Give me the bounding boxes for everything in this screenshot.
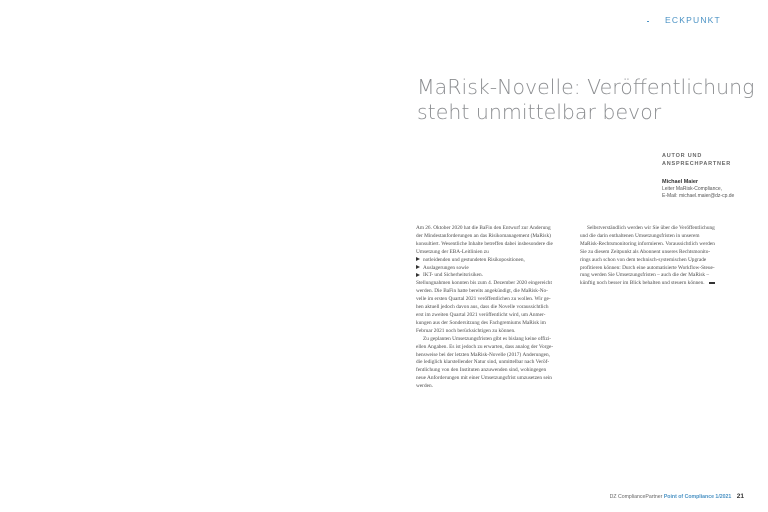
- page-footer: [600, 493, 744, 501]
- title-line: steht unmittelbar bevor: [417, 100, 662, 124]
- page-title: [417, 75, 755, 125]
- footer-publication: Point of Compliance 1/2021: [663, 494, 732, 500]
- article-column-left: [416, 225, 573, 391]
- bullet-arrow-icon: [416, 257, 420, 261]
- paragraph: Stellungnahmen konnten bis zum 4. Dezember 2020 eingereicht werden. Die BaFin hatte bereits angekündigt, die MaRisk-No- velle im ersten Quartal 2021 veröffentlichen zu wollen. Wir ge- hen aktuell jedoch davon aus, dass die Novelle voraussichtlich erst im zweiten Quartal 2021 veröffentlicht wird, um Anmer- kungen aus der Sondersitzung des Fachgremiums MaRisk im Februar 2021 noch berücksichtigen zu können.: [416, 280, 552, 334]
- author-heading: AUTOR UND: [662, 153, 703, 159]
- bullet-arrow-icon: [416, 265, 420, 269]
- paragraph: Selbstverständlich werden wir Sie über die Veröffentlichung und die darin enthaltenen Umsetzungsfristen in unserem MaRisk-Rechtsmonitoring informieren. Voraussichtlich werden Sie zu diesem Zeitpunkt als Abonnent unseres Rechtsmonito- rings auch schon von dem technisch-systemischen Upgrade profitieren können: Durch eine automatisierte Workflow-Steue- rung werden Sie Umsetzungsfristen – auch die der MaRisk – künftig noch besser im Blick behalten und steuern können.: [580, 225, 715, 287]
- list-item: notleidenden und gestundeten Risikopositionen,: [416, 257, 573, 265]
- footer-company: DZ CompliancePartner: [609, 494, 663, 500]
- list-item: IKT- und Sicherheitsrisiken.: [416, 272, 573, 280]
- paragraph: Zu geplanten Umsetzungsfristen gibt es bislang keine offizi- ellen Angaben. Es ist jedoch zu erwarten, dass analog der Vorge- hensweise bei der letzten MaRisk-Novelle (2017) Änderungen, die lediglich klarstellender Natur sind, unmittelbar nach Veröf- fentlichung von den Instituten anzuwenden sind, wohingegen neue Anforderungen mit einer Umsetzungsfrist umzusetzen sein werden.: [416, 335, 554, 390]
- bullet-arrow-icon: [416, 273, 420, 277]
- author-heading: ANSPRECHPARTNER: [662, 160, 732, 167]
- author-box: [662, 153, 752, 200]
- list-item: Auslagerungen sowie: [416, 265, 573, 273]
- paragraph: Am 26. Oktober 2020 hat die BaFin den Entwurf zur Änderung der Mindestanforderungen an das Risikomanagement (MaRisk) konsultiert. Wesentliche Inhalte betreffen dabei insbesondere die Umsetzung der EBA-Leitlinien zu: [416, 225, 553, 255]
- page-number: 21: [736, 493, 744, 500]
- author-email[interactable]: E-Mail: michael.maier@dz-cp.de: [662, 193, 735, 199]
- author-name: Michael Maier: [662, 179, 699, 185]
- end-mark-icon: [709, 282, 715, 284]
- title-line: MaRisk-Novelle: Veröffentlichung: [417, 75, 755, 99]
- section-label: ECKPUNKT: [649, 14, 737, 26]
- article-column-right: [580, 225, 737, 288]
- author-role: Leiter MaRisk-Compliance,: [662, 186, 723, 192]
